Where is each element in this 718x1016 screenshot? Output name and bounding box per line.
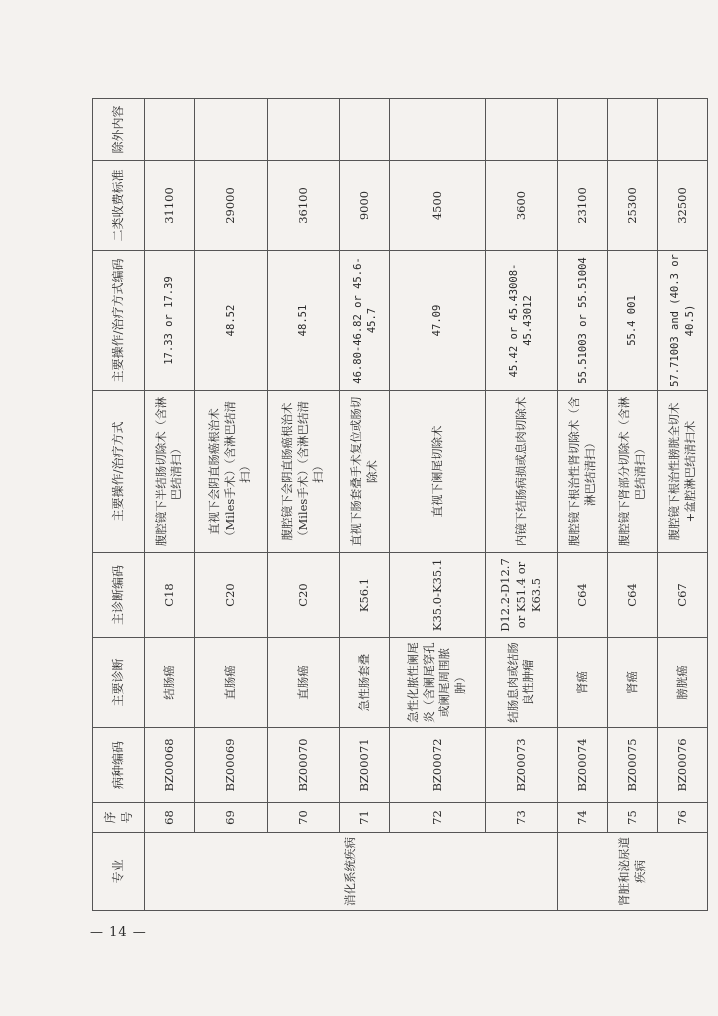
header-cell: 专业 (93, 833, 145, 911)
specialty-cell: 肾脏和泌尿道疾病 (558, 833, 708, 911)
procedure-cell: 腹腔镜下肾部分切除术（含淋巴结清扫） (608, 391, 658, 553)
fee-cell: 31100 (145, 161, 195, 251)
exclusion-cell (485, 99, 558, 161)
specialty-cell: 消化系统疾病 (145, 833, 558, 911)
seq-cell: 76 (658, 803, 708, 833)
fee-cell: 36100 (267, 161, 340, 251)
seq-cell: 73 (485, 803, 558, 833)
exclusion-cell (194, 99, 267, 161)
seq-cell: 68 (145, 803, 195, 833)
diagnosis-cell: 结肠息肉或结肠良性肿瘤 (485, 638, 558, 728)
disease-code-cell: BZ00069 (194, 728, 267, 803)
disease-code-cell: BZ00074 (558, 728, 608, 803)
procedure-code-cell: 45.42 or 45.43008-45.43012 (485, 251, 558, 391)
exclusion-cell (145, 99, 195, 161)
header-cell: 主要诊断 (93, 638, 145, 728)
disease-code-cell: BZ00072 (390, 728, 485, 803)
disease-fee-table (92, 98, 708, 911)
procedure-cell: 腹腔镜下根治性膀胱全切术+盆腔淋巴结清扫术 (658, 391, 708, 553)
procedure-cell: 直视下阑尾切除术 (390, 391, 485, 553)
page-number: — 14 — (90, 925, 147, 940)
fee-cell: 29000 (194, 161, 267, 251)
procedure-code-cell: 17.33 or 17.39 (145, 251, 195, 391)
procedure-cell: 腹腔镜下根治性肾切除术（含淋巴结清扫） (558, 391, 608, 553)
procedure-code-cell: 55.51003 or 55.51004 (558, 251, 608, 391)
disease-code-cell: BZ00071 (340, 728, 390, 803)
table-row (145, 99, 195, 911)
exclusion-cell (658, 99, 708, 161)
diagnosis-cell: 急性肠套叠 (340, 638, 390, 728)
diagnosis-cell: 肾癌 (608, 638, 658, 728)
exclusion-cell (390, 99, 485, 161)
procedure-code-cell: 48.52 (194, 251, 267, 391)
disease-code-cell: BZ00070 (267, 728, 340, 803)
seq-cell: 72 (390, 803, 485, 833)
diagnosis-code-cell: C20 (267, 553, 340, 638)
seq-cell: 70 (267, 803, 340, 833)
diagnosis-code-cell: C64 (608, 553, 658, 638)
header-cell: 病种编码 (93, 728, 145, 803)
diagnosis-cell: 直肠癌 (194, 638, 267, 728)
fee-cell: 25300 (608, 161, 658, 251)
procedure-cell: 直视下肠套叠手术复位或肠切除术 (340, 391, 390, 553)
diagnosis-cell: 肾癌 (558, 638, 608, 728)
header-cell: 主诊断编码 (93, 553, 145, 638)
table-row (267, 99, 340, 911)
exclusion-cell (267, 99, 340, 161)
seq-cell: 71 (340, 803, 390, 833)
header-cell: 序号 (93, 803, 145, 833)
table-row (194, 99, 267, 911)
diagnosis-cell: 膀胱癌 (658, 638, 708, 728)
diagnosis-code-cell: K56.1 (340, 553, 390, 638)
procedure-code-cell: 57.71003 and (40.3 or 40.5) (658, 251, 708, 391)
diagnosis-code-cell: C64 (558, 553, 608, 638)
seq-cell: 74 (558, 803, 608, 833)
procedure-code-cell: 48.51 (267, 251, 340, 391)
procedure-code-cell: 46.80-46.82 or 45.6-45.7 (340, 251, 390, 391)
fee-cell: 4500 (390, 161, 485, 251)
table-row (608, 99, 658, 911)
table-row (558, 99, 608, 911)
diagnosis-cell: 直肠癌 (267, 638, 340, 728)
header-cell: 二类收费标准 (93, 161, 145, 251)
diagnosis-code-cell: D12.2-D12.7 or K51.4 or K63.5 (485, 553, 558, 638)
diagnosis-cell: 结肠癌 (145, 638, 195, 728)
procedure-cell: 腹腔镜下会阴直肠癌根治术（Miles手术）（含淋巴结清扫） (267, 391, 340, 553)
header-cell: 主要操作/治疗方式编码 (93, 251, 145, 391)
exclusion-cell (558, 99, 608, 161)
seq-cell: 75 (608, 803, 658, 833)
table-row (485, 99, 558, 911)
seq-cell: 69 (194, 803, 267, 833)
procedure-code-cell: 47.09 (390, 251, 485, 391)
disease-code-cell: BZ00068 (145, 728, 195, 803)
rotated-table-wrapper (92, 99, 708, 911)
table-row (658, 99, 708, 911)
fee-cell: 23100 (558, 161, 608, 251)
fee-cell: 32500 (658, 161, 708, 251)
procedure-code-cell: 55.4 001 (608, 251, 658, 391)
exclusion-cell (340, 99, 390, 161)
header-cell: 除外内容 (93, 99, 145, 161)
diagnosis-code-cell: K35.0-K35.1 (390, 553, 485, 638)
header-cell: 主要操作/治疗方式 (93, 391, 145, 553)
disease-code-cell: BZ00073 (485, 728, 558, 803)
procedure-cell: 腹腔镜下半结肠切除术（含淋巴结清扫） (145, 391, 195, 553)
table-row (340, 99, 390, 911)
fee-cell: 9000 (340, 161, 390, 251)
disease-code-cell: BZ00076 (658, 728, 708, 803)
diagnosis-code-cell: C18 (145, 553, 195, 638)
diagnosis-code-cell: C67 (658, 553, 708, 638)
procedure-cell: 直视下会阴直肠癌根治术（Miles手术）（含淋巴结清扫） (194, 391, 267, 553)
header-row (93, 99, 145, 911)
diagnosis-code-cell: C20 (194, 553, 267, 638)
fee-cell: 3600 (485, 161, 558, 251)
diagnosis-cell: 急性化脓性阑尾炎（含阑尾穿孔或阑尾周围脓肿） (390, 638, 485, 728)
disease-code-cell: BZ00075 (608, 728, 658, 803)
exclusion-cell (608, 99, 658, 161)
table-row (390, 99, 485, 911)
procedure-cell: 内镜下结肠病损或息肉切除术 (485, 391, 558, 553)
